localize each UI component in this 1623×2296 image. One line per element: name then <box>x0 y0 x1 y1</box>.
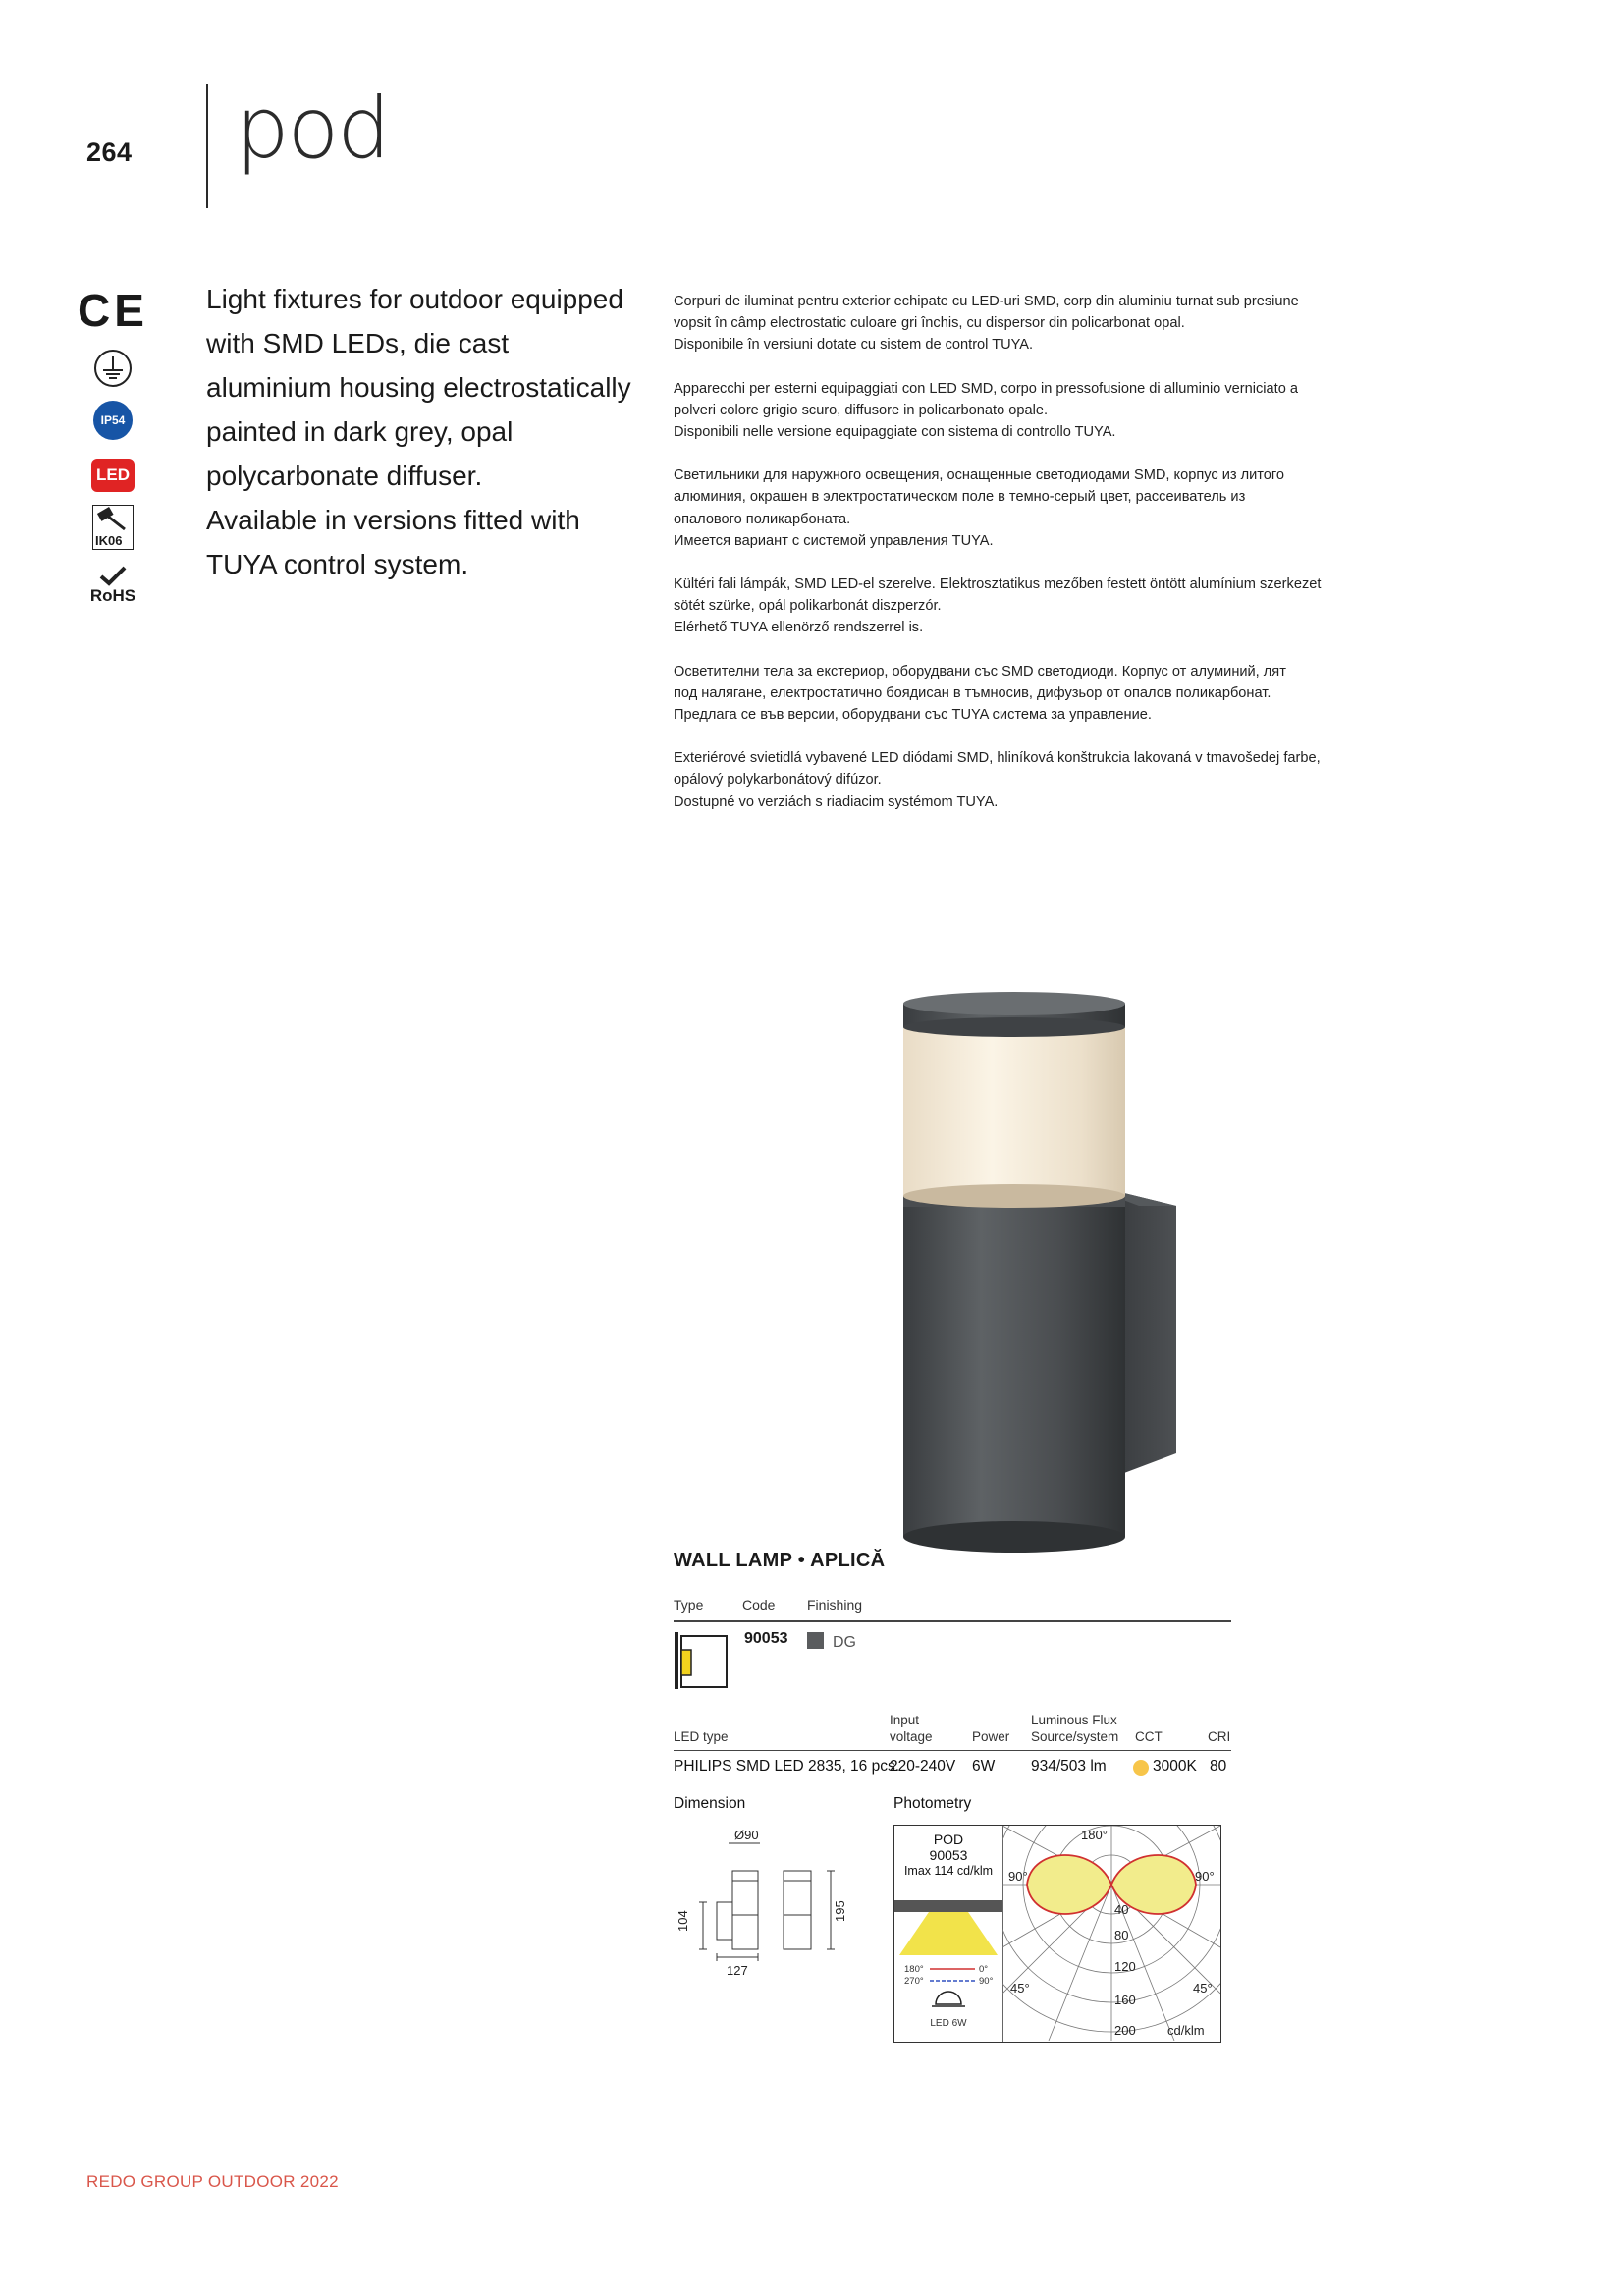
description-bg: Осветителни тела за екстериор, оборудвани със SMD светодиоди. Корпус от алуминий, лят под налягане, електростатично боядисан в тъмносив, дифузьор от опалов поликарбонат. Предлага се във версии, оборудвани със TUYA система за управление. <box>674 663 1286 724</box>
description-ru: Светильники для наружного освещения, оснащенные светодиодами SMD, корпус из литого алюминия, окрашен в электростатическом поле в темно-серый цвет, рассеиватель из опалового поликарбоната. Имеется вариант с системой управления TUYA. <box>674 467 1285 549</box>
photometry-code: 90053 <box>929 1847 968 1863</box>
spec-power: 6W <box>972 1758 996 1775</box>
dimension-drawing <box>674 1822 860 1979</box>
description-paragraph-1: Light fixtures for outdoor equipped with SMD LEDs, die cast aluminium housing electrostatically painted in dark grey, opal polycarbonate diffuser. <box>206 284 631 491</box>
svg-text:180°: 180° <box>1081 1828 1108 1842</box>
svg-text:cd/klm: cd/klm <box>1167 2023 1205 2038</box>
spec-header-source-system: Source/system <box>1031 1729 1119 1744</box>
beam-illustration <box>894 1900 1002 1959</box>
finish-code: DG <box>833 1634 856 1651</box>
svg-text:180°: 180° <box>904 1964 924 1975</box>
led-badge: LED <box>91 459 135 492</box>
ce-icon: CE <box>78 285 148 336</box>
ip54-icon <box>82 399 143 442</box>
dimension-label: Dimension <box>674 1795 746 1812</box>
description-english <box>206 277 638 586</box>
cct-color-dot <box>1133 1760 1149 1776</box>
spec-cct: 3000K <box>1153 1758 1197 1775</box>
description-paragraph-2: Available in versions fitted with TUYA control system. <box>206 505 580 579</box>
ik06-icon <box>82 503 143 552</box>
photometry-label: Photometry <box>893 1795 972 1812</box>
svg-text:90°: 90° <box>1195 1869 1215 1884</box>
spec-header-cri: CRI <box>1208 1729 1231 1744</box>
ik-rating-label: IK06 <box>95 533 123 548</box>
column-finishing: Finishing <box>807 1597 863 1613</box>
svg-text:120: 120 <box>1114 1959 1136 1974</box>
svg-text:45°: 45° <box>1010 1981 1030 1995</box>
dim-diameter: Ø90 <box>734 1828 759 1842</box>
column-type: Type <box>674 1597 704 1613</box>
wall-lamp-type-icon <box>674 1630 732 1693</box>
product-name: pod <box>236 80 389 178</box>
spec-cri: 80 <box>1210 1758 1227 1775</box>
dim-height-right: 195 <box>833 1900 847 1922</box>
svg-text:80: 80 <box>1114 1928 1129 1942</box>
photometry-legend <box>894 1961 1002 2044</box>
table-rule <box>674 1620 1231 1622</box>
photometry-info <box>894 1826 1003 2042</box>
dim-height-left: 104 <box>676 1910 690 1932</box>
svg-text:90°: 90° <box>979 1976 994 1987</box>
spec-header-voltage: voltage <box>890 1729 933 1744</box>
photometry-imax: Imax 114 cd/klm <box>903 1864 994 1878</box>
spec-header-input: Input <box>890 1713 920 1727</box>
page-number: 264 <box>86 137 133 167</box>
finish-color-swatch <box>807 1632 824 1649</box>
header-divider <box>206 84 208 208</box>
description-sk: Exteriérové svietidlá vybavené LED diódami SMD, hliníková konštrukcia lakovaná v tmavošedej farbe, opálový polykarbonátový difúzor. Dostupné vo verziách s riadiacim systémom TUYA. <box>674 750 1321 810</box>
svg-text:90°: 90° <box>1008 1869 1028 1884</box>
svg-text:40: 40 <box>1114 1902 1129 1917</box>
section-title: WALL LAMP • APLICĂ <box>674 1550 886 1571</box>
footer-text: REDO GROUP OUTDOOR 2022 <box>86 2172 339 2191</box>
ground-icon <box>82 344 143 393</box>
product-image <box>864 982 1217 1561</box>
product-code: 90053 <box>744 1630 788 1647</box>
description-multilingual <box>674 291 1380 835</box>
photometry-box <box>893 1825 1221 2043</box>
spec-header-flux: Luminous Flux <box>1031 1713 1117 1727</box>
spec-input-voltage: 220-240V <box>890 1758 956 1775</box>
spec-header-led-type: LED type <box>674 1729 729 1744</box>
description-hu: Kültéri fali lámpák, SMD LED-el szerelve. Elektrosztatikus mezőben festett öntött alumínium szerkezet sötét szürke, opál polikarbonát diszperzór. Elérhető TUYA ellenörző rendszerrel is. <box>674 576 1322 636</box>
svg-text:0°: 0° <box>979 1964 989 1975</box>
photometry-source: LED 6W <box>930 2018 967 2029</box>
led-icon <box>82 454 143 497</box>
svg-text:160: 160 <box>1114 1993 1136 2007</box>
dim-depth: 127 <box>727 1963 748 1978</box>
spec-rule <box>674 1750 1231 1751</box>
polar-diagram <box>1002 1826 1220 2041</box>
rohs-icon <box>82 560 143 611</box>
column-code: Code <box>742 1597 776 1613</box>
spec-header-power: Power <box>972 1729 1010 1744</box>
spec-luminous-flux: 934/503 lm <box>1031 1758 1107 1775</box>
svg-text:200: 200 <box>1114 2023 1136 2038</box>
ip-rating-badge: IP54 <box>93 401 133 440</box>
spec-led-type: PHILIPS SMD LED 2835, 16 pcs. <box>674 1758 900 1775</box>
photometry-model: POD <box>933 1831 964 1847</box>
spec-header-cct: CCT <box>1135 1729 1163 1744</box>
rohs-label: RoHS <box>89 586 136 605</box>
description-it: Apparecchi per esterni equipaggiati con LED SMD, corpo in pressofusione di alluminio verniciato a polveri colore grigio scuro, diffusore in policarbonato opale. Disponibili nelle versione equipaggiate con sistema di controllo TUYA. <box>674 380 1298 441</box>
svg-text:45°: 45° <box>1193 1981 1213 1995</box>
description-ro: Corpuri de iluminat pentru exterior echipate cu LED-uri SMD, corp din aluminiu turnat sub presiune vopsit în câmp electrostatic culoare gri închis, cu dispersor din policarbonat opal. Disponibile în versiuni dotate cu sistem de control TUYA. <box>674 294 1299 354</box>
svg-text:270°: 270° <box>904 1976 924 1987</box>
